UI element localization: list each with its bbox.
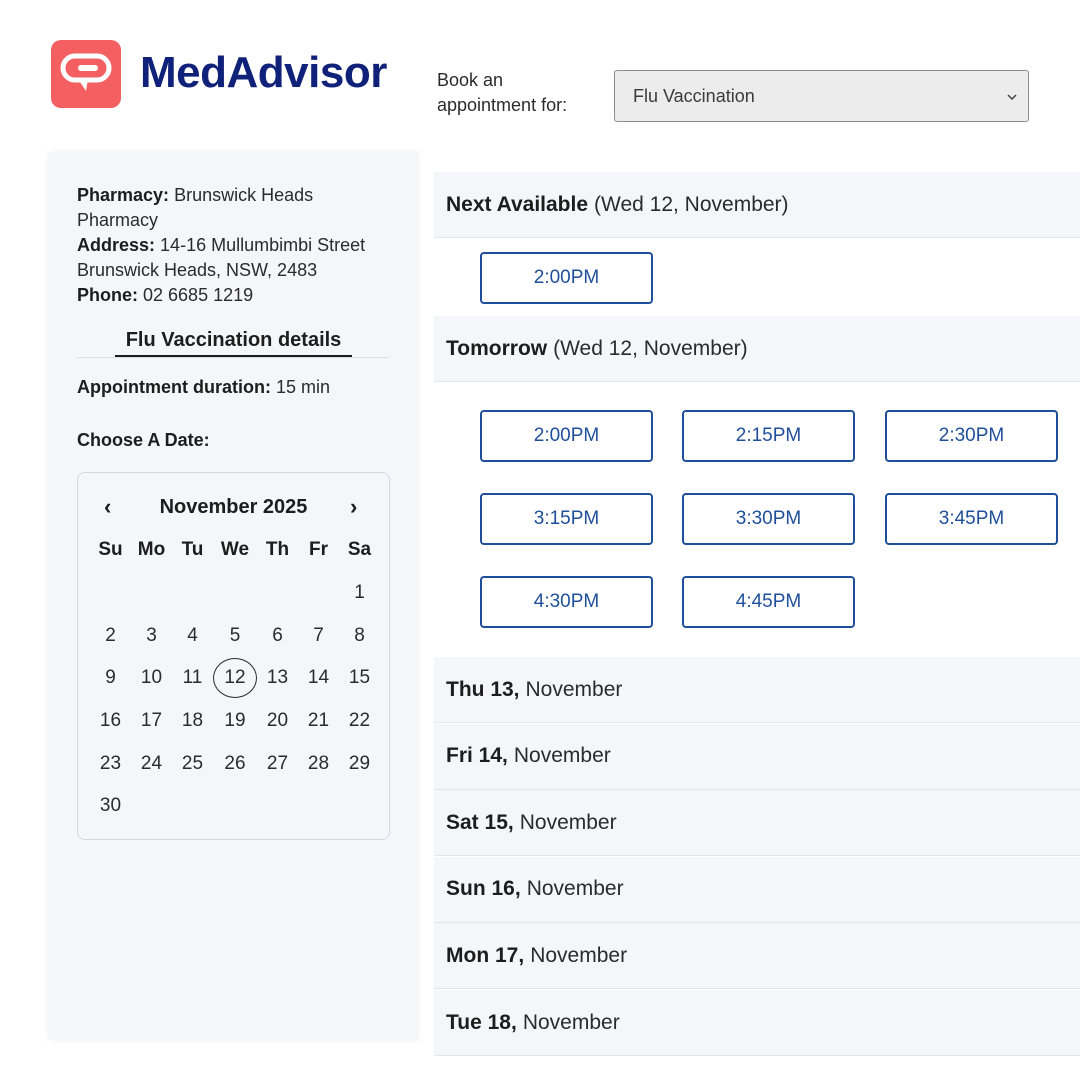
calendar-day-label: 25 [181, 752, 204, 774]
app [48, 0, 1080, 1040]
calendar-day[interactable] [213, 700, 257, 743]
calendar-day[interactable] [172, 742, 213, 785]
weekday-header: Fr [309, 539, 328, 561]
logo[interactable] [51, 40, 121, 108]
chevron-down-icon [1006, 87, 1018, 107]
brand-name: MedAdvisor [140, 48, 387, 97]
day-row-day: Fri 14, [446, 744, 508, 768]
tomorrow-header [434, 316, 1080, 382]
next-available-header [434, 172, 1080, 238]
next-available-header-day: Next Available [446, 192, 589, 216]
weekday-header: Mo [137, 539, 166, 561]
calendar-day-label: 20 [266, 710, 289, 732]
calendar-day[interactable] [339, 614, 380, 657]
calendar-day[interactable] [339, 700, 380, 743]
service-select[interactable] [614, 70, 1029, 122]
book-appointment-label: Book an appointment for: [437, 70, 568, 115]
calendar-day-label: 1 [354, 582, 365, 604]
calendar-day[interactable] [298, 614, 339, 657]
calendar-empty-cell [213, 572, 257, 615]
tomorrow-header-day: Tomorrow [446, 336, 548, 360]
address-label: Address: [77, 235, 156, 255]
calendar-day[interactable] [298, 700, 339, 743]
day-row-date: November [522, 1010, 620, 1034]
calendar-day[interactable] [90, 742, 131, 785]
calendar-day-label: 27 [266, 752, 289, 774]
calendar-day-label: 9 [105, 667, 116, 689]
pharmacy-info [77, 183, 397, 308]
weekday-header: Su [98, 539, 123, 561]
calendar-day[interactable] [213, 742, 257, 785]
time-slot-button[interactable]: 4:45PM [682, 576, 855, 628]
day-row-day: Sat 15, [446, 810, 514, 834]
day-row-day: Sun 16, [446, 877, 521, 901]
calendar-empty-cell [90, 572, 131, 615]
calendar-day[interactable] [213, 614, 257, 657]
calendar-day-label: 8 [354, 624, 365, 646]
weekday-header: Tu [181, 539, 204, 561]
calendar-day[interactable] [339, 742, 380, 785]
day-row[interactable] [434, 790, 1080, 856]
appointment-duration [77, 377, 330, 398]
weekday-header: Th [265, 539, 290, 561]
calendar-month: November 2025 [159, 496, 308, 518]
chat-bubble-logo-icon [58, 51, 114, 97]
calendar-day-label: 18 [181, 710, 204, 732]
calendar-day-label: 14 [307, 667, 330, 689]
time-slot-button[interactable]: 3:15PM [480, 493, 653, 545]
time-slot-button[interactable]: 2:00PM [480, 252, 653, 304]
day-row[interactable] [434, 923, 1080, 989]
calendar-day-label: 12 [213, 658, 257, 698]
date-picker [77, 472, 390, 840]
calendar-day[interactable] [131, 614, 172, 657]
calendar-day-label: 3 [146, 624, 157, 646]
calendar-day[interactable] [172, 700, 213, 743]
sidebar [48, 152, 418, 1040]
time-slot-button[interactable]: 3:30PM [682, 493, 855, 545]
calendar-day[interactable] [172, 614, 213, 657]
calendar-day-label: 21 [307, 710, 330, 732]
calendar-empty-cell [257, 572, 298, 615]
calendar-day[interactable] [131, 742, 172, 785]
calendar-empty-cell [172, 572, 213, 615]
calendar-day-label: 17 [140, 710, 163, 732]
calendar-day[interactable] [257, 742, 298, 785]
next-month-button[interactable]: › [350, 494, 358, 519]
calendar-day-label: 11 [182, 667, 203, 689]
calendar-empty-cell [131, 572, 172, 615]
day-row[interactable] [434, 657, 1080, 723]
calendar-day[interactable] [131, 657, 172, 700]
time-slot-button[interactable]: 2:00PM [480, 410, 653, 462]
pharmacy-address: 14-16 Mullumbimbi Street Brunswick Heads, NSW, 2483 [77, 235, 366, 280]
calendar-empty-cell [298, 572, 339, 615]
day-row-date: November [525, 677, 623, 701]
duration-label: Appointment duration: [77, 377, 271, 397]
calendar-day-label: 28 [307, 752, 330, 774]
calendar-day[interactable] [257, 700, 298, 743]
calendar-day[interactable] [131, 700, 172, 743]
pharmacy-name: Brunswick Heads Pharmacy [77, 185, 314, 230]
calendar-day-label: 15 [348, 667, 371, 689]
time-slot-button[interactable]: 4:30PM [480, 576, 653, 628]
day-row[interactable] [434, 857, 1080, 923]
calendar-day-label: 19 [224, 710, 246, 732]
calendar-day-label: 22 [348, 710, 371, 732]
calendar-day[interactable] [90, 700, 131, 743]
day-row-day: Thu 13, [446, 677, 520, 701]
calendar-day-label: 10 [140, 667, 163, 689]
details-title: Flu Vaccination details [115, 329, 352, 357]
calendar-grid [90, 529, 380, 828]
weekday-header: We [220, 539, 250, 561]
time-slot-button[interactable]: 2:30PM [885, 410, 1058, 462]
calendar-day-label: 30 [99, 795, 122, 817]
calendar-day-label: 6 [272, 624, 283, 646]
weekday-header: Sa [347, 539, 372, 561]
day-row-day: Mon 17, [446, 943, 525, 967]
time-slot-button[interactable]: 3:45PM [885, 493, 1058, 545]
calendar-day-label: 26 [224, 752, 246, 774]
calendar-day[interactable] [257, 657, 298, 700]
calendar-day-label: 5 [229, 624, 241, 646]
day-row[interactable] [434, 724, 1080, 790]
header [48, 0, 1080, 150]
calendar-day-label: 4 [187, 624, 198, 646]
details-divider [77, 357, 389, 358]
day-row-day: Tue 18, [446, 1010, 517, 1034]
calendar-day-label: 24 [140, 752, 163, 774]
tomorrow-header-date: (Wed 12, November) [553, 336, 748, 360]
calendar-day-label: 2 [105, 624, 116, 646]
service-select-value: Flu Vaccination [633, 85, 755, 106]
duration-value: 15 min [275, 377, 331, 397]
calendar-day-label: 23 [99, 752, 122, 774]
calendar-day[interactable] [172, 657, 213, 700]
pharmacy-label: Pharmacy: [77, 185, 170, 205]
calendar-day[interactable] [90, 785, 131, 828]
prev-month-button[interactable]: ‹ [104, 494, 112, 519]
pharmacy-phone: 02 6685 1219 [143, 285, 254, 305]
choose-date-label: Choose A Date: [77, 430, 210, 450]
calendar-day-label: 7 [313, 624, 324, 646]
day-row-date: November [526, 877, 624, 901]
phone-label: Phone: [77, 285, 138, 305]
day-row-date: November [519, 810, 617, 834]
next-available-header-date: (Wed 12, November) [594, 192, 789, 216]
day-row[interactable] [434, 990, 1080, 1056]
day-row-date: November [530, 943, 628, 967]
calendar-day-label: 13 [266, 667, 289, 689]
calendar-day[interactable] [90, 614, 131, 657]
calendar-day[interactable] [339, 657, 380, 700]
calendar-day[interactable] [339, 572, 380, 615]
calendar-day[interactable] [90, 657, 131, 700]
calendar-day-selected[interactable] [213, 657, 257, 700]
day-row-date: November [513, 744, 611, 768]
time-slot-button[interactable]: 2:15PM [682, 410, 855, 462]
calendar-day[interactable] [298, 742, 339, 785]
calendar-day-label: 29 [348, 752, 371, 774]
calendar-day[interactable] [257, 614, 298, 657]
calendar-day-label: 16 [99, 710, 122, 732]
availability-list [434, 172, 1080, 1040]
calendar-day[interactable] [298, 657, 339, 700]
